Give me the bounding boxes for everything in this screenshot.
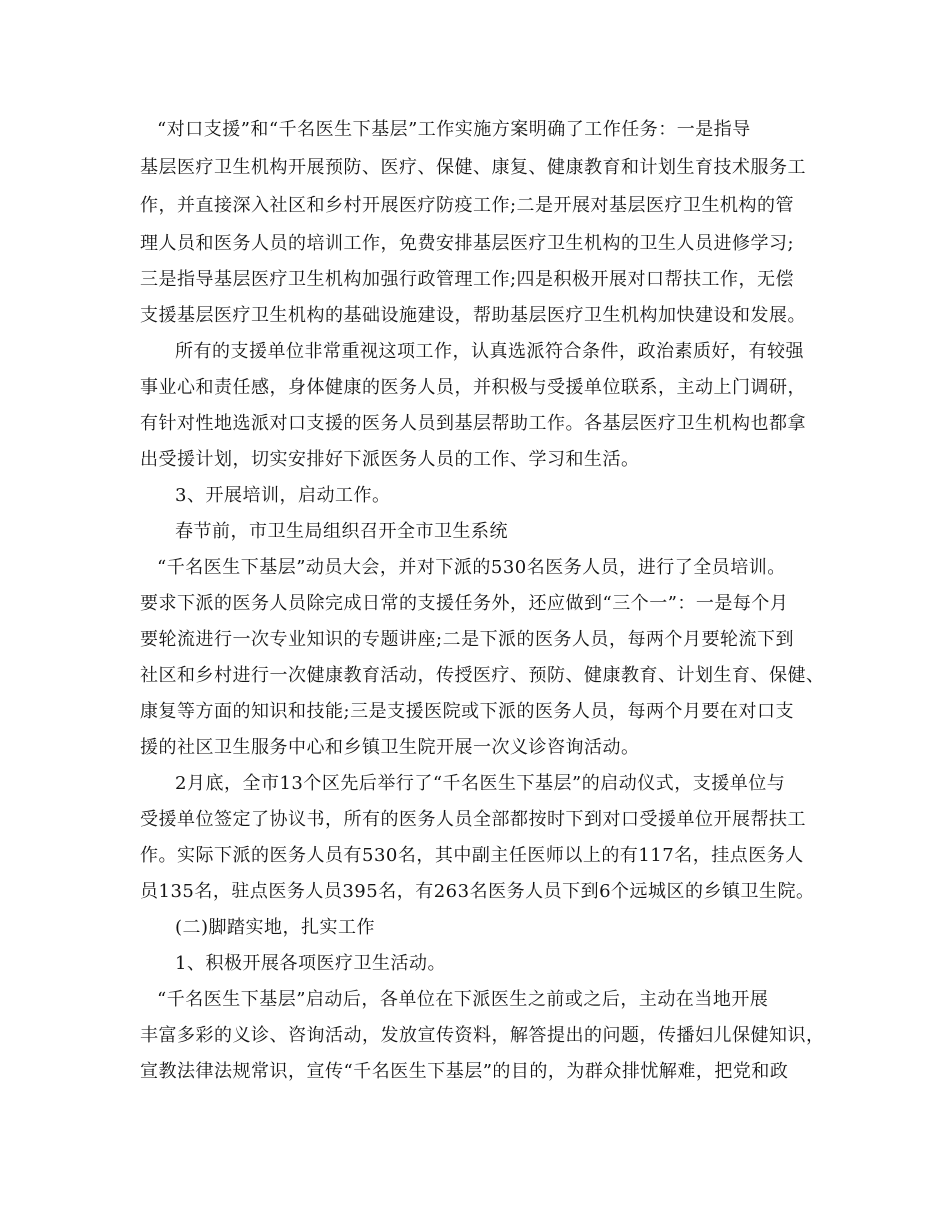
section-heading: (二)脚踏实地，扎实工作 <box>175 917 376 938</box>
paragraph-line: 要轮流进行一次专业知识的专题讲座;二是下派的医务人员，每两个月要轮流下到 <box>140 629 795 650</box>
paragraph-line: 所有的支援单位非常重视这项工作，认真选派符合条件，政治素质好，有较强 <box>175 341 804 362</box>
paragraph-line: 作。实际下派的医务人员有530名，其中副主任医师以上的有117名，挂点医务人 <box>140 845 804 866</box>
paragraph-line: 理人员和医务人员的培训工作，免费安排基层医疗卫生机构的卫生人员进修学习; <box>140 233 795 254</box>
paragraph-line: 三是指导基层医疗卫生机构加强行政管理工作;四是积极开展对口帮扶工作，无偿 <box>140 269 795 290</box>
paragraph-line: 作，并直接深入社区和乡村开展医疗防疫工作;二是开展对基层医疗卫生机构的管 <box>140 195 795 216</box>
paragraph-line: 事业心和责任感，身体健康的医务人员，并积极与受援单位联系，主动上门调研， <box>140 377 806 398</box>
section-heading: 3、开展培训，启动工作。 <box>175 485 391 506</box>
paragraph-line: “对口支援”和“千名医生下基层”工作实施方案明确了工作任务：一是指导 <box>157 119 751 140</box>
paragraph-line: 受援单位签定了协议书，所有的医务人员全部都按时下到对口受援单位开展帮扶工 <box>140 809 806 830</box>
paragraph-line: 社区和乡村进行一次健康教育活动，传授医疗、预防、健康教育、计划生育、保健、 <box>140 665 825 686</box>
paragraph-line: 基层医疗卫生机构开展预防、医疗、保健、康复、健康教育和计划生育技术服务工 <box>140 157 806 178</box>
paragraph-line: 春节前，市卫生局组织召开全市卫生系统 <box>175 521 508 542</box>
paragraph-line: 出受援计划，切实安排好下派医务人员的工作、学习和生活。 <box>140 449 640 470</box>
paragraph-line: 援的社区卫生服务中心和乡镇卫生院开展一次义诊咨询活动。 <box>140 737 640 758</box>
paragraph-line: 康复等方面的知识和技能;三是支援医院或下派的医务人员，每两个月要在对口支 <box>140 701 795 722</box>
paragraph-line: 丰富多彩的义诊、咨询活动，发放宣传资料，解答提出的问题，传播妇儿保健知识， <box>140 1025 825 1046</box>
paragraph-line: 有针对性地选派对口支援的医务人员到基层帮助工作。各基层医疗卫生机构也都拿 <box>140 413 806 434</box>
section-heading: 1、积极开展各项医疗卫生活动。 <box>175 953 446 974</box>
paragraph-line: “千名医生下基层”启动后，各单位在下派医生之前或之后，主动在当地开展 <box>157 989 769 1010</box>
paragraph-line: 要求下派的医务人员除完成日常的支援任务外，还应做到“三个一”：一是每个月 <box>140 593 789 614</box>
paragraph-line: “千名医生下基层”动员大会，并对下派的530名医务人员，进行了全员培训。 <box>157 557 786 578</box>
paragraph-line: 员135名，驻点医务人员395名，有263名医务人员下到6个远城区的乡镇卫生院。 <box>140 881 815 902</box>
paragraph-line: 支援基层医疗卫生机构的基础设施建设，帮助基层医疗卫生机构加快建设和发展。 <box>140 305 806 326</box>
paragraph-line: 2月底，全市13个区先后举行了“千名医生下基层”的启动仪式，支援单位与 <box>175 773 786 794</box>
paragraph-line: 宣教法律法规常识，宣传“千名医生下基层”的目的，为群众排忧解难，把党和政 <box>140 1061 789 1082</box>
